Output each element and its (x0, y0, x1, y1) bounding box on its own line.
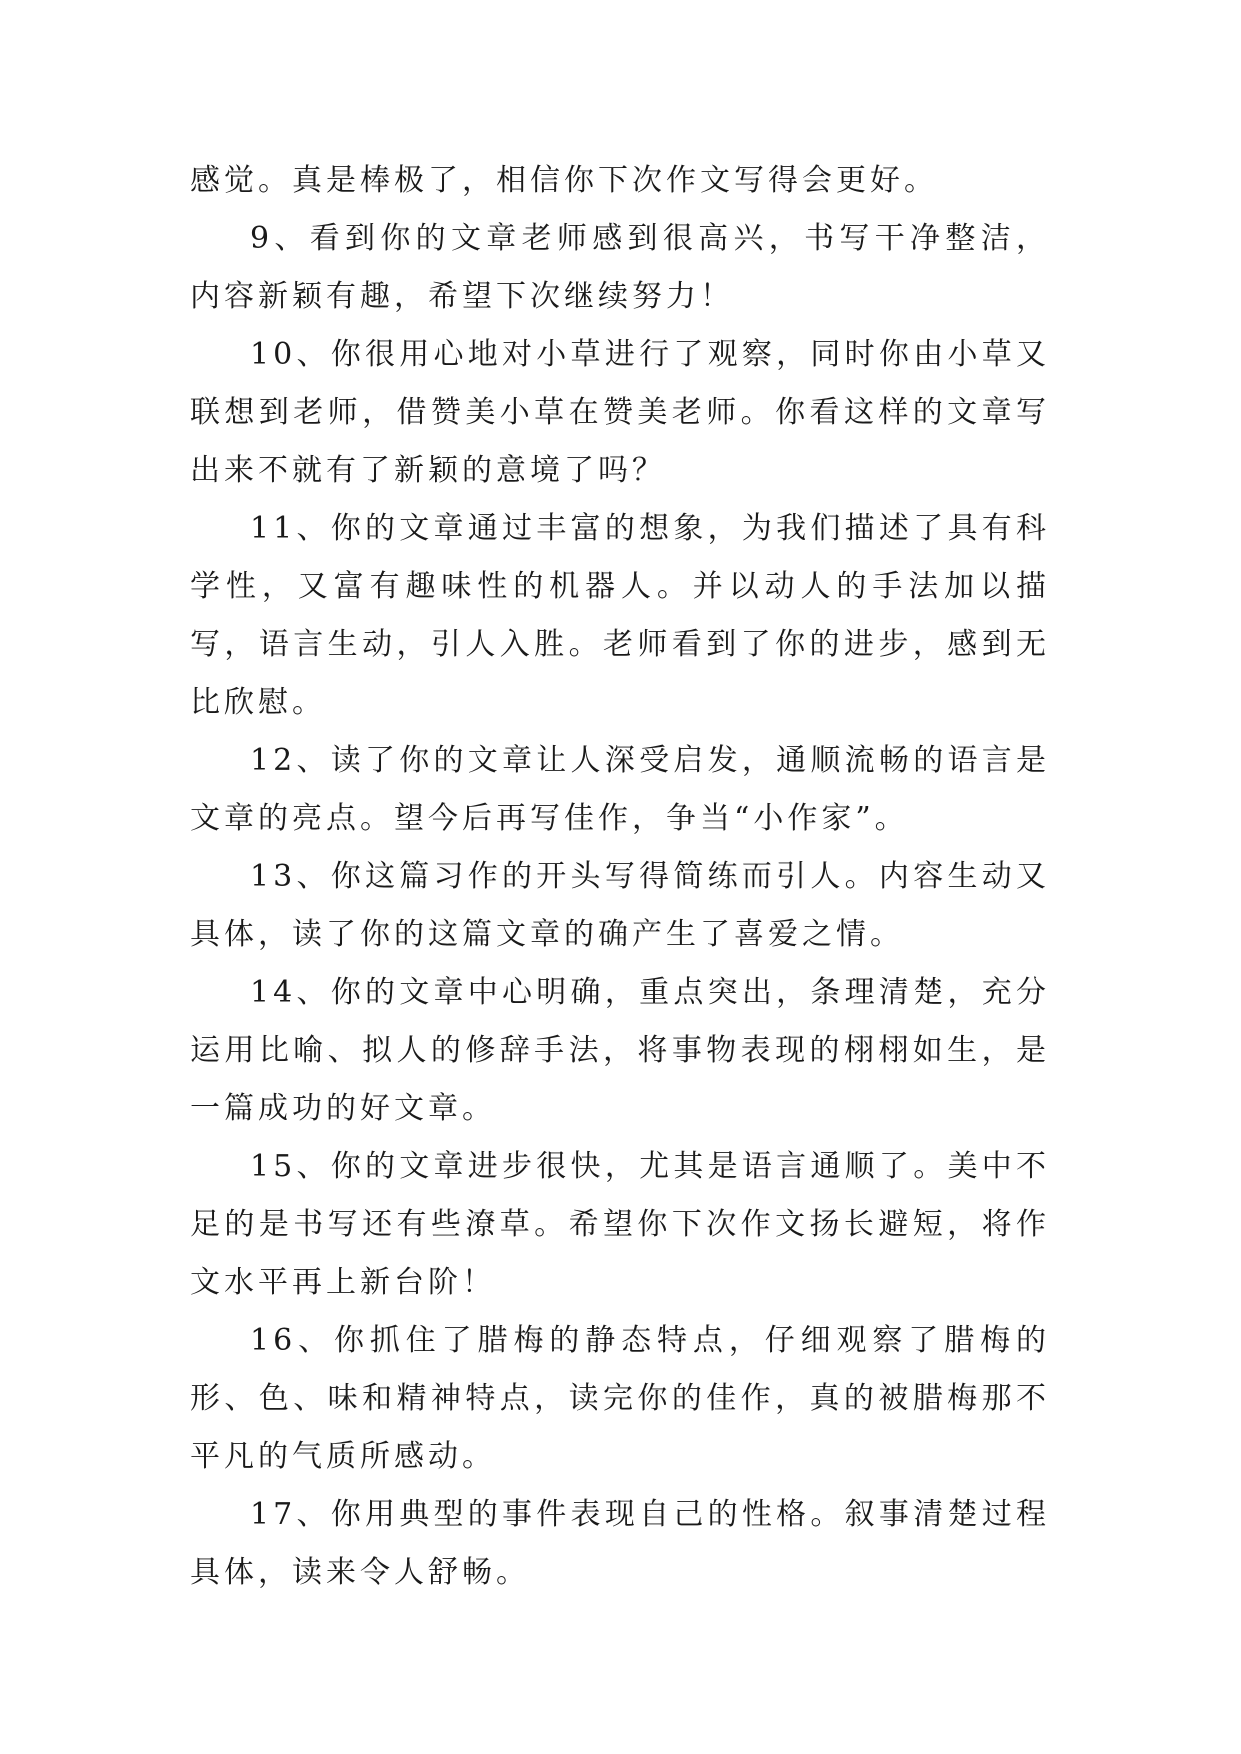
paragraph-item-9: 9、看到你的文章老师感到很高兴，书写干净整洁，内容新颖有趣，希望下次继续努力！ (190, 221, 1050, 314)
paragraph-item-17: 17、你用典型的事件表现自己的性格。叙事清楚过程具体，读来令人舒畅。 (190, 1497, 1050, 1590)
paragraph-item-12: 12、读了你的文章让人深受启发，通顺流畅的语言是文章的亮点。望今后再写佳作，争当“小作家”。 (190, 743, 1050, 836)
paragraph-item-10: 10、你很用心地对小草进行了观察，同时你由小草又联想到老师，借赞美小草在赞美老师。你看这样的文章写出来不就有了新颖的意境了吗？ (190, 337, 1050, 488)
paragraph-item-13: 13、你这篇习作的开头写得简练而引人。内容生动又具体，读了你的这篇文章的确产生了喜爱之情。 (190, 859, 1050, 952)
paragraph-continuation: 感觉。真是棒极了，相信你下次作文写得会更好。 (190, 163, 938, 198)
paragraph-item-15: 15、你的文章进步很快，尤其是语言通顺了。美中不足的是书写还有些潦草。希望你下次作文扬长避短，将作文水平再上新台阶！ (190, 1149, 1050, 1300)
paragraph-item-14: 14、你的文章中心明确，重点突出，条理清楚，充分运用比喻、拟人的修辞手法，将事物表现的栩栩如生，是一篇成功的好文章。 (190, 975, 1050, 1126)
paragraph-item-11: 11、你的文章通过丰富的想象，为我们描述了具有科学性，又富有趣味性的机器人。并以动人的手法加以描写，语言生动，引人入胜。老师看到了你的进步，感到无比欣慰。 (190, 511, 1050, 720)
document-body (190, 152, 1050, 1602)
paragraph-item-16: 16、你抓住了腊梅的静态特点，仔细观察了腊梅的形、色、味和精神特点，读完你的佳作，真的被腊梅那不平凡的气质所感动。 (190, 1323, 1050, 1474)
